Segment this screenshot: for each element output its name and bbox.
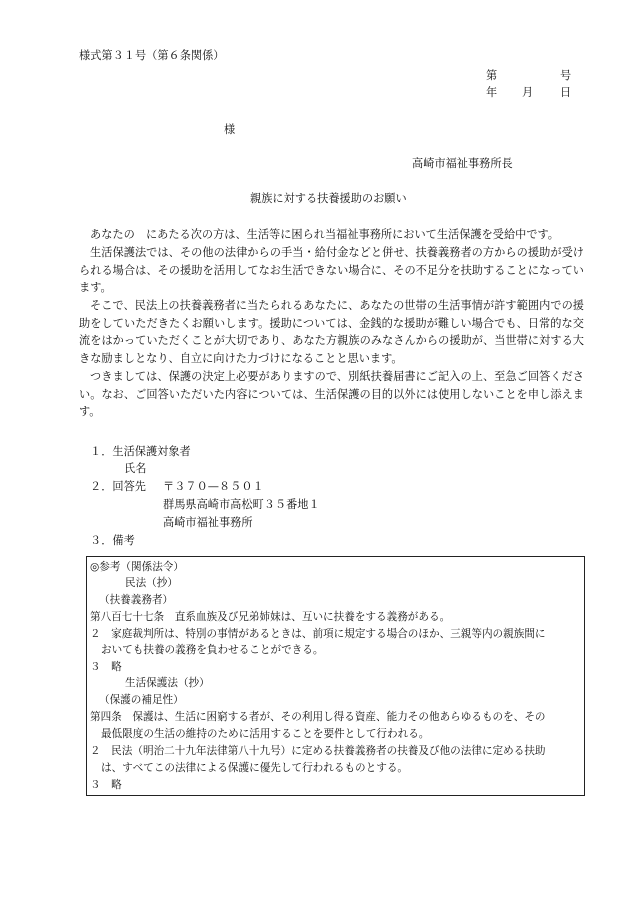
item-2-office: 高崎市福祉事務所 [163, 516, 253, 529]
law-1-para-2a: ２ 家庭裁判所は、特別の事情があるときは、前項に規定する場合のほか、三親等内の親族間に [90, 628, 546, 640]
item-2-label: ２．回答先 [90, 480, 146, 493]
sender: 高崎市福祉事務所長 [412, 157, 513, 170]
doc-number-dai: 第 [486, 69, 498, 82]
reference-heading: ◎参考（関係法令） [90, 561, 184, 573]
law-1-para-2b: おいても扶養の義務を負わせることができる。 [101, 644, 324, 656]
addressee-sama: 様 [224, 123, 236, 136]
doc-number-go: 号 [560, 69, 572, 82]
law-2-para-2b: は、すべてこの法律による保護に優先して行われるものとする。 [101, 762, 409, 774]
reference-box [86, 556, 585, 796]
law-1-para-3: ３ 略 [90, 661, 122, 673]
date-year: 年 [486, 86, 498, 99]
body-paragraph-2: 生活保護法では、その他の法律からの手当・給付金などと併せ、扶養義務者の方からの援助が受けられる場合は、その援助を活用してなお生活できない場合に、その不足分を扶助することになっています。 [79, 246, 584, 295]
law-2-title: 生活保護法（抄） [125, 677, 210, 689]
law-2-article-b: 最低限度の生活の維持のために活用することを要件として行われる。 [101, 728, 430, 740]
form-number: 様式第３１号（第６条関係） [79, 49, 225, 62]
law-1-title: 民法（抄） [125, 577, 178, 589]
date-day: 日 [560, 86, 572, 99]
law-2-article-a: 第四条 保護は、生活に困窮する者が、その利用し得る資産、能力その他あらゆるものを、その [90, 711, 546, 723]
item-1-name-label: 氏名 [124, 462, 147, 475]
law-2-para-3: ３ 略 [90, 779, 122, 791]
law-2-caption: （保護の補足性） [99, 694, 184, 706]
body-paragraph-3: そこで、民法上の扶養義務者に当たられるあなたに、あなたの世帯の生活事情が許す範囲内での援助をしていただきたくお願いします。援助については、金銭的な援助が難しい場合でも、日常的な交流をはかっていただくことが大切であり、あなた方親族のみなさんからの援助が、当世帯に対する大きな励ましとなり、自立に向けた力づけになることと思います。 [79, 299, 584, 365]
law-1-article: 第八百七十七条 直系血族及び兄弟姉妹は、互いに扶養をする義務がある。 [90, 611, 451, 623]
item-3-label: ３．備考 [90, 534, 135, 547]
item-1-label: １．生活保護対象者 [90, 445, 191, 458]
body-paragraph-1: あなたの にあたる次の方は、生活等に困られ当福祉事務所において生活保護を受給中です。 [90, 228, 559, 241]
law-2-para-2a: ２ 民法（明治二十九年法律第八十九号）に定める扶養義務者の扶養及び他の法律に定める扶助 [90, 745, 546, 757]
law-1-caption: （扶養義務者） [99, 594, 174, 606]
page-title: 親族に対する扶養援助のお願い [250, 192, 407, 205]
item-2-address: 群馬県高崎市高松町３５番地１ [163, 498, 320, 511]
body-paragraph-4: つきましては、保護の決定上必要がありますので、別紙扶養届書にご記入の上、至急ご回答ください。なお、ご回答いただいた内容については、生活保護の目的以外には使用しないことを申し添えます。 [79, 370, 584, 419]
date-month: 月 [522, 86, 534, 99]
item-2-postal: 〒３７０—８５０１ [163, 480, 264, 493]
